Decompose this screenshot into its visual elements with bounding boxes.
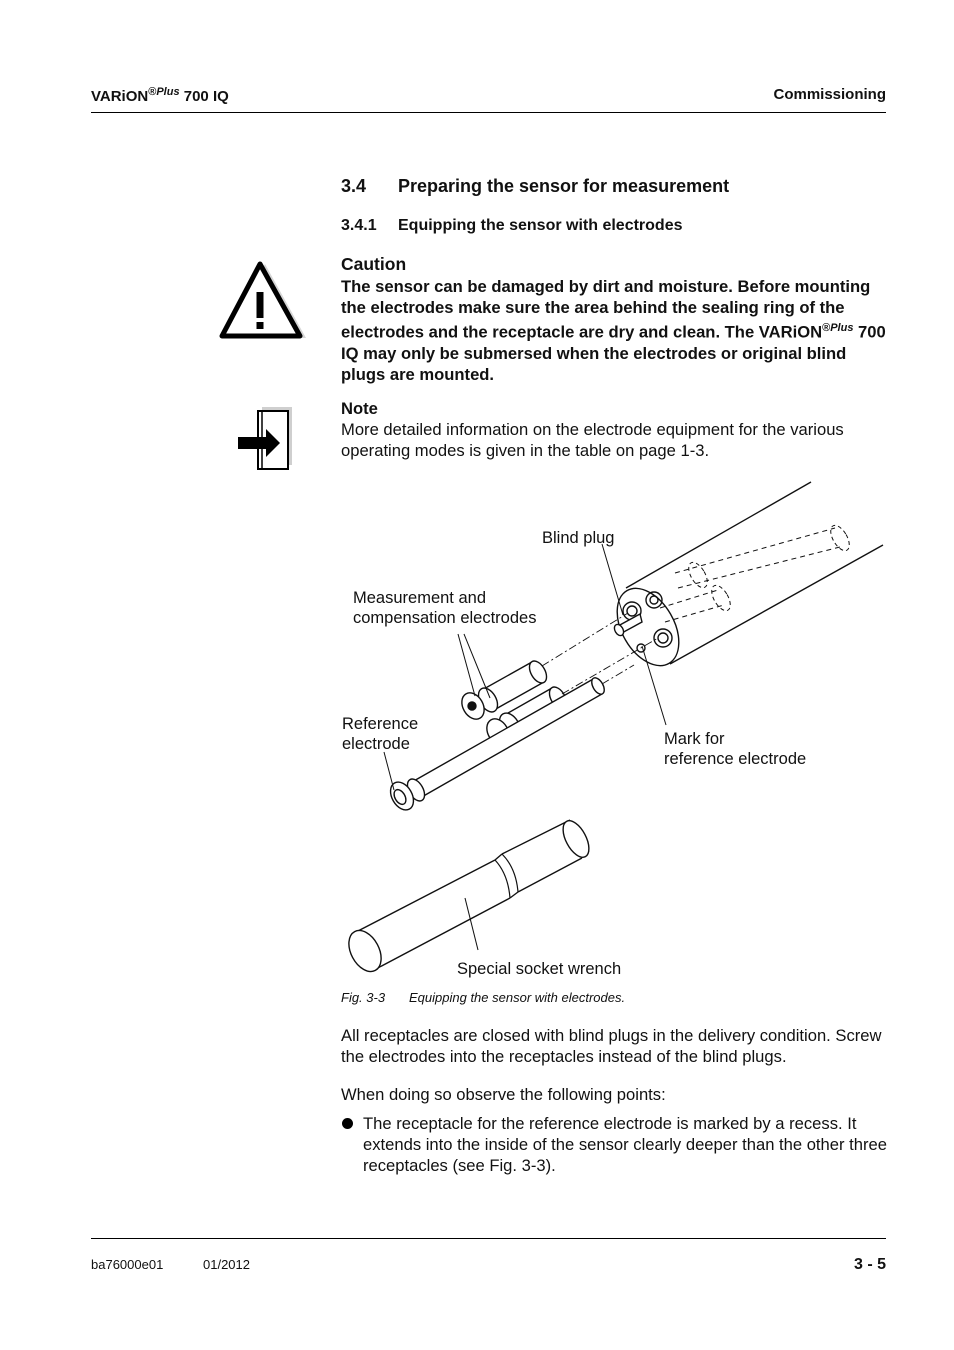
bullet-icon — [342, 1118, 353, 1129]
socket-wrench — [342, 817, 594, 977]
section-heading: 3.4 Preparing the sensor for measurement — [341, 176, 730, 196]
label-reference-electrode: Reference electrode — [342, 715, 419, 753]
label-measurement-electrodes: Measurement and compensation electrodes — [353, 589, 537, 627]
header-rule — [91, 112, 886, 113]
body-paragraph-1: All receptacles are closed with blind plugs in the delivery condition. Screw the electrodes into the receptacles instead of the blind plugs. — [341, 1026, 882, 1066]
note-text: More detailed information on the electrode equipment for the various operating modes is given in the table on page 1-3. — [341, 420, 844, 460]
footer-date: 01/2012 — [203, 1257, 250, 1272]
figure-caption: Fig. 3-3 Equipping the sensor with electrodes. — [341, 990, 626, 1005]
subsection-heading: 3.4.1 Equipping the sensor with electrodes — [341, 217, 683, 234]
caution-text: The sensor can be damaged by dirt and moisture. Before mounting the electrodes make sure the area behind the sealing ring of the electrodes and the receptacle are dry and clean. The VARiON$^{®Plus}$ 700 IQ may only be submersed when the electrodes or original blind plugs are mounted. — [341, 277, 886, 384]
label-socket-wrench: Special socket wrench — [457, 960, 622, 978]
header-product: VARiON$^{®Plus}$ 700 IQ — [91, 86, 229, 105]
bullet-item: The receptacle for the reference electrode is marked by a recess. It extends into the inside of the sensor clearly deeper than the other three receptacles (see Fig. 3-3). — [363, 1114, 887, 1175]
page-number: 3 - 5 — [853, 1256, 886, 1273]
footer-doc-number: ba76000e01 — [91, 1257, 164, 1272]
body-paragraph-2: When doing so observe the following points: — [341, 1085, 666, 1104]
book-note-icon — [236, 405, 298, 471]
footer-rule — [91, 1238, 886, 1239]
note-title: Note — [341, 399, 378, 418]
sensor-body — [604, 482, 883, 676]
caution-title: Caution — [341, 254, 407, 274]
warning-icon — [218, 258, 308, 342]
label-blind-plug: Blind plug — [542, 529, 615, 547]
header-section: Commissioning — [773, 86, 886, 103]
label-reference-mark: Mark for reference electrode — [664, 730, 807, 768]
